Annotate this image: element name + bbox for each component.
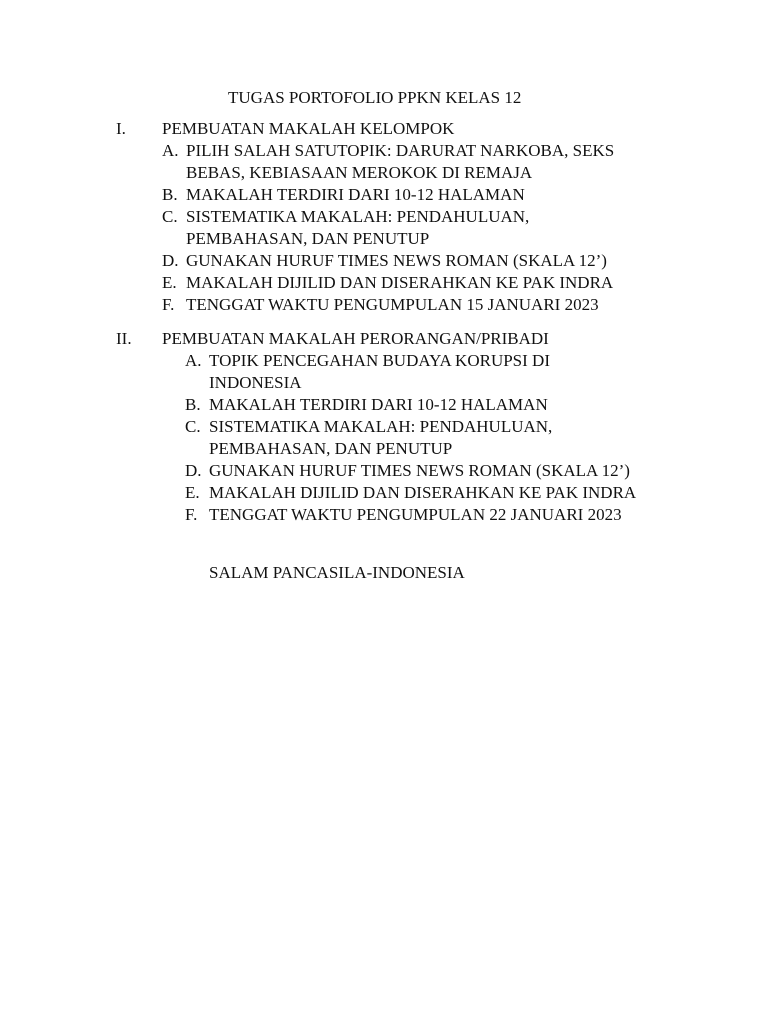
section-group-task <box>0 118 768 316</box>
item-letter: D. <box>162 251 179 270</box>
list-item <box>0 504 768 526</box>
item-letter: A. <box>162 141 179 160</box>
item-text: GUNAKAN HURUF TIMES NEWS ROMAN (SKALA 12’) <box>186 251 607 270</box>
section-heading: PEMBUATAN MAKALAH PERORANGAN/PRIBADI <box>162 329 549 348</box>
section-numeral: II. <box>116 329 132 348</box>
item-letter: F. <box>162 295 175 314</box>
list-item <box>0 350 768 394</box>
item-text: MAKALAH TERDIRI DARI 10-12 HALAMAN <box>186 185 525 204</box>
section-numeral: I. <box>116 119 126 138</box>
item-letter: D. <box>185 461 202 480</box>
item-letter: C. <box>162 207 178 226</box>
item-letter: C. <box>185 417 201 436</box>
closing-greeting: SALAM PANCASILA-INDONESIA <box>209 563 465 582</box>
list-item <box>0 294 768 316</box>
item-text: GUNAKAN HURUF TIMES NEWS ROMAN (SKALA 12’) <box>209 461 630 480</box>
item-text: TENGGAT WAKTU PENGUMPULAN 22 JANUARI 2023 <box>209 505 622 524</box>
item-text: TENGGAT WAKTU PENGUMPULAN 15 JANUARI 2023 <box>186 295 599 314</box>
item-text: MAKALAH DIJILID DAN DISERAHKAN KE PAK INDRA <box>209 483 637 502</box>
list-item <box>0 250 768 272</box>
item-text: PILIH SALAH SATUTOPIK: DARURAT NARKOBA, SEKS BEBAS, KEBIASAAN MEROKOK DI REMAJA <box>186 141 615 182</box>
item-text: MAKALAH DIJILID DAN DISERAHKAN KE PAK INDRA <box>186 273 614 292</box>
list-item <box>0 184 768 206</box>
item-text: MAKALAH TERDIRI DARI 10-12 HALAMAN <box>209 395 548 414</box>
item-letter: E. <box>185 483 200 502</box>
list-item <box>0 140 768 184</box>
item-letter: B. <box>162 185 178 204</box>
list-item <box>0 482 768 504</box>
section-heading-row <box>0 118 768 140</box>
item-letter: B. <box>185 395 201 414</box>
item-letter: A. <box>185 351 202 370</box>
item-letter: F. <box>185 505 198 524</box>
list-item <box>0 272 768 294</box>
section-heading: PEMBUATAN MAKALAH KELOMPOK <box>162 119 455 138</box>
section-item-list <box>0 140 768 316</box>
document-title: TUGAS PORTOFOLIO PPKN KELAS 12 <box>228 88 522 107</box>
item-text: SISTEMATIKA MAKALAH: PENDAHULUAN, PEMBAHASAN, DAN PENUTUP <box>209 417 553 458</box>
item-text: TOPIK PENCEGAHAN BUDAYA KORUPSI DI INDONESIA <box>209 351 550 392</box>
list-item <box>0 460 768 482</box>
list-item <box>0 206 768 250</box>
list-item <box>0 394 768 416</box>
section-item-list <box>0 350 768 526</box>
item-letter: E. <box>162 273 177 292</box>
item-text: SISTEMATIKA MAKALAH: PENDAHULUAN, PEMBAHASAN, DAN PENUTUP <box>186 207 530 248</box>
section-heading-row <box>0 328 768 350</box>
list-item <box>0 416 768 460</box>
section-individual-task <box>0 328 768 526</box>
